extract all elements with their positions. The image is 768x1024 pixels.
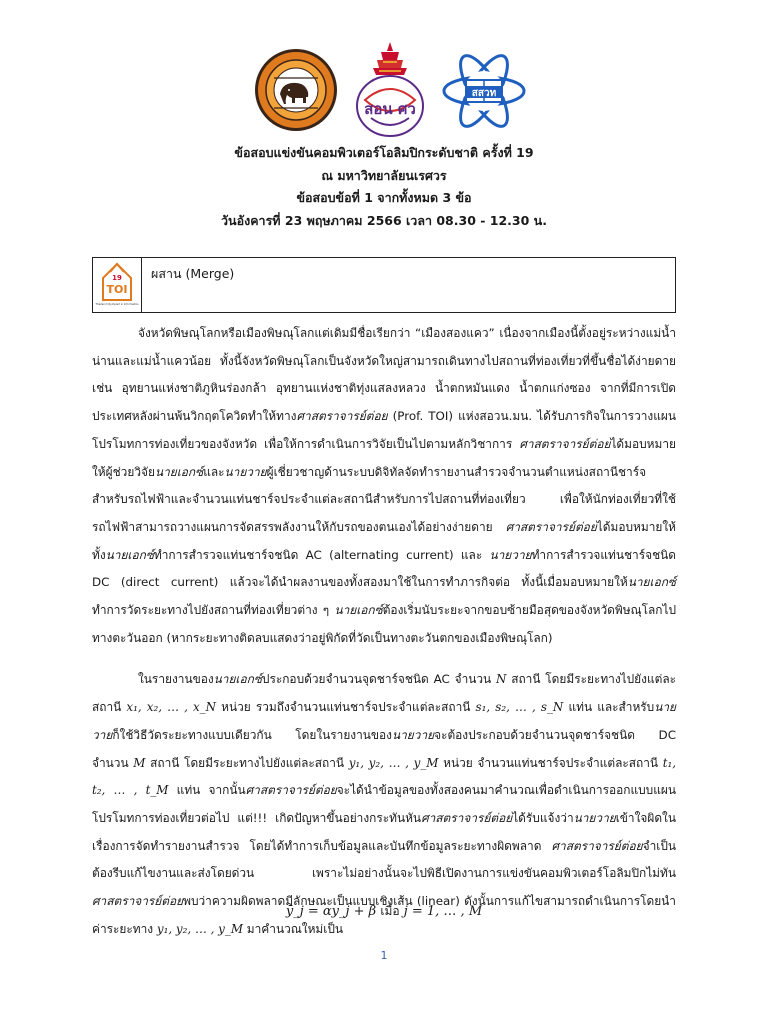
text-run: ประกอบด้วยจำนวนจุดชาร์จชนิด AC จำนวน bbox=[261, 672, 496, 687]
name-mr-y: นายวาย bbox=[489, 547, 532, 562]
text-run: แท่น จากนั้น bbox=[168, 783, 246, 798]
text-run: เข้าใจผิดในเรื่องการจัดทำรายงานสำรวจ โดยได้ทำการเก็บข้อมูลและบันทึกข้อมูลระยะทางผิดพลาด bbox=[92, 810, 676, 853]
name-prof-toi: ศาสตราจารย์ต่อย bbox=[551, 838, 643, 853]
text-run: จะได้นำข้อมูลของทั้งสองคนมาคำนวณเพื่อดำเนินการออกแบบแผนโปรโมทการท่องเที่ยวต่อไป แต่!!! เกิดปัญหาขึ้นอย่างกระทันหัน bbox=[92, 783, 676, 825]
name-prof-toi: ศาสตราจารย์ต่อย bbox=[245, 783, 337, 798]
text-run: จำเป็นต้องรีบแก้ไขงานและส่งโดยด่วน เพราะไม่อย่างนั้นจะไปพิธีเปิดงานการแข่งขันคอมพิวเตอร์โอลิมปิกไม่ทัน bbox=[92, 838, 676, 881]
logo-row bbox=[0, 40, 768, 140]
math-m: M bbox=[133, 755, 146, 770]
ipst-logo-text: สสวท bbox=[471, 88, 497, 99]
name-prof-toi: ศาสตราจารย์ต่อย bbox=[421, 810, 513, 825]
math-y-sequence: y₁, y₂, … , y_M bbox=[348, 755, 439, 770]
toi-logo-text: TOI bbox=[106, 283, 128, 296]
correction-formula bbox=[0, 902, 768, 921]
name-mr-y: นายวาย bbox=[573, 810, 616, 825]
posn-emblem-text: สอน ศว bbox=[364, 100, 416, 118]
header-line-venue: ณ มหาวิทยาลัยนเรศวร bbox=[321, 167, 447, 183]
name-prof-toi: ศาสตราจารย์ต่อย bbox=[519, 436, 611, 451]
text-run: ทำการสำรวจแท่นชาร์จชนิด AC (alternating current) และ bbox=[153, 547, 490, 562]
task-title: ผสาน (Merge) bbox=[151, 266, 235, 281]
text-run: ทำการสำรวจแท่นชาร์จชนิด DC (direct current) แล้วจะได้นำผลงานของทั้งสองมาใช้ในการทำภารกิจต่อ ทั้งนี้เมื่อมอบหมายให้ bbox=[92, 547, 676, 590]
text-run: แท่น และสำหรับ bbox=[563, 700, 655, 715]
paragraph-background bbox=[92, 320, 676, 652]
text-run: สถานี โดยมีระยะทางไปยังแต่ละสถานี bbox=[145, 755, 349, 770]
toi-logo-number: 19 bbox=[112, 274, 122, 282]
problem-statement bbox=[92, 320, 676, 943]
text-run: จะต้องประกอบด้วยจำนวนจุดชาร์จชนิด DC จำนวน bbox=[92, 727, 676, 770]
text-run: พบว่าความผิดพลาดมีลักษณะเป็นแบบเชิงเส้น (linear) ดังนั้นการแก้ไขสามารถดำเนินการโดยนำค่าระยะทาง bbox=[92, 894, 676, 936]
name-mr-x: นายเอกซ์ bbox=[627, 575, 676, 590]
name-mr-x: นายเอกซ์ bbox=[105, 547, 154, 562]
math-t-sequence: t₁, t₂, … , t_M bbox=[92, 755, 677, 798]
text-run: ได้มอบหมายให้ทั้ง bbox=[92, 519, 676, 562]
text-run: ในรายงานของ bbox=[138, 672, 214, 687]
name-mr-x: นายเอกซ์ bbox=[154, 464, 204, 479]
text-run: ได้รับแจ้งว่า bbox=[512, 810, 574, 825]
math-n: N bbox=[496, 672, 507, 687]
text-run: (Prof. TOI) แห่งสอวน.มน. ได้รับภารกิจในการวางแผนโปรโมทการท่องเที่ยวของจังหวัด เพื่อให้การดำเนินการวิจัยเป็นไปตามหลักวิชาการ bbox=[92, 409, 676, 451]
formula-lhs: ȳ_j = αy_j + β bbox=[285, 904, 377, 919]
math-x-sequence: x₁, x₂, … , x_N bbox=[126, 700, 217, 715]
name-prof-toi: ศาสตราจารย์ต่อย bbox=[92, 894, 184, 909]
exam-header bbox=[0, 142, 768, 232]
text-run: ต้องเริ่มนับระยะจากขอบซ้ายมือสุดของจังหวัดพิษณุโลกไปทางตะวันออก (หากระยะทางติดลบแสดงว่าอยู่พิกัดที่วัดเป็นทางตะวันตกของเมืองพิษณุโลก) bbox=[92, 603, 676, 645]
name-mr-y: นายวาย bbox=[392, 727, 435, 742]
text-run: หน่วย จำนวนแท่นชาร์จประจำแต่ละสถานี bbox=[438, 755, 663, 770]
text-run: สถานี โดยมีระยะทางไปยังแต่ละสถานี bbox=[92, 672, 676, 715]
name-mr-x: นายเอกซ์ bbox=[334, 603, 383, 618]
posn-emblem-logo bbox=[353, 40, 427, 140]
text-run: ผู้เชี่ยวชาญด้านระบบดิจิทัลจัดทำรายงานสำรวจจำนวนตำแหน่งสถานีชาร์จสำหรับรถไฟฟ้าและจำนวนแท่นชาร์จประจำแต่ละสถานีสำหรับการไปสถานที่ท่องเที่ยว เพื่อให้นักท่องเที่ยวที่ใช้รถไฟฟ้าสามารถวางแผนการจัดสรรพลังงานให้กับรถของตนเองได้อย่างง่ายดาย bbox=[92, 464, 676, 534]
toi-logo-caption: Thailand Olympiad in Informatics bbox=[95, 303, 139, 306]
text-run: ก็ใช้วิธีวัดระยะทางแบบเดียวกัน โดยในรายงานของ bbox=[112, 727, 392, 742]
text-run: จังหวัดพิษณุโลกหรือเมืองพิษณุโลกแต่เดิมมีชื่อเรียกว่า “เมืองสองแคว” เนื่องจากเมืองนี้ตั้งอยู่ระหว่างแม่น้ำน่านและแม่น้ำแควน้อย ทั้งนี้จังหวัดพิษณุโลกเป็นจังหวัดใหญ่สามารถเดินทางไปสถานที่ท่องเที่ยวที่ขึ้นชื่อได้ง่ายดาย เช่น อุทยานแห่งชาติภูหินร่องกล้า อุทยานแห่งชาติทุ่งแสลงหลวง น้ำตกหมันแดง น้ำตกแก่งซอง จากที่มีการเปิดประเทศหลังผ่านพ้นวิกฤตโควิดทำให้ทาง bbox=[92, 326, 676, 424]
text-run: และ bbox=[203, 464, 225, 479]
name-prof-toi: ศาสตราจารย์ต่อย bbox=[296, 409, 388, 424]
task-title-box bbox=[92, 257, 676, 313]
text-run: หน่วย รวมถึงจำนวนแท่นชาร์จประจำแต่ละสถานี bbox=[216, 700, 476, 715]
formula-condition-word: เมื่อ bbox=[380, 904, 400, 918]
math-s-sequence: s₁, s₂, … , s_N bbox=[475, 700, 564, 715]
header-line-date-time: วันอังคารที่ 23 พฤษภาคม 2566 เวลา 08.30 - 12.30 น. bbox=[221, 212, 547, 228]
header-line-competition: ข้อสอบแข่งขันคอมพิวเตอร์โอลิมปิกระดับชาติ ครั้งที่ 19 bbox=[234, 145, 534, 160]
toi-logo bbox=[93, 258, 141, 312]
page-number: 1 bbox=[380, 949, 388, 962]
formula-rhs: j = 1, … , M bbox=[403, 904, 483, 919]
math-y-sequence: y₁, y₂, … , y_M bbox=[156, 921, 244, 936]
name-mr-y: นายวาย bbox=[224, 464, 267, 479]
university-seal-logo bbox=[254, 48, 338, 132]
header-line-problem-count: ข้อสอบข้อที่ 1 จากทั้งหมด 3 ข้อ bbox=[296, 190, 472, 205]
ipst-atom-logo bbox=[441, 46, 527, 136]
toi-logo-cell bbox=[93, 258, 142, 312]
text-run: มาคำนวณใหม่เป็น bbox=[243, 921, 344, 936]
name-mr-x: นายเอกซ์ bbox=[213, 672, 262, 687]
name-mr-y: นายวาย bbox=[92, 700, 677, 742]
text-run: ได้มอบหมายให้ผู้ช่วยวิจัย bbox=[92, 436, 676, 479]
text-run: ทำการวัดระยะทางไปยังสถานที่ท่องเที่ยวต่าง ๆ bbox=[92, 603, 335, 618]
name-prof-toi: ศาสตราจารย์ต่อย bbox=[505, 519, 597, 534]
